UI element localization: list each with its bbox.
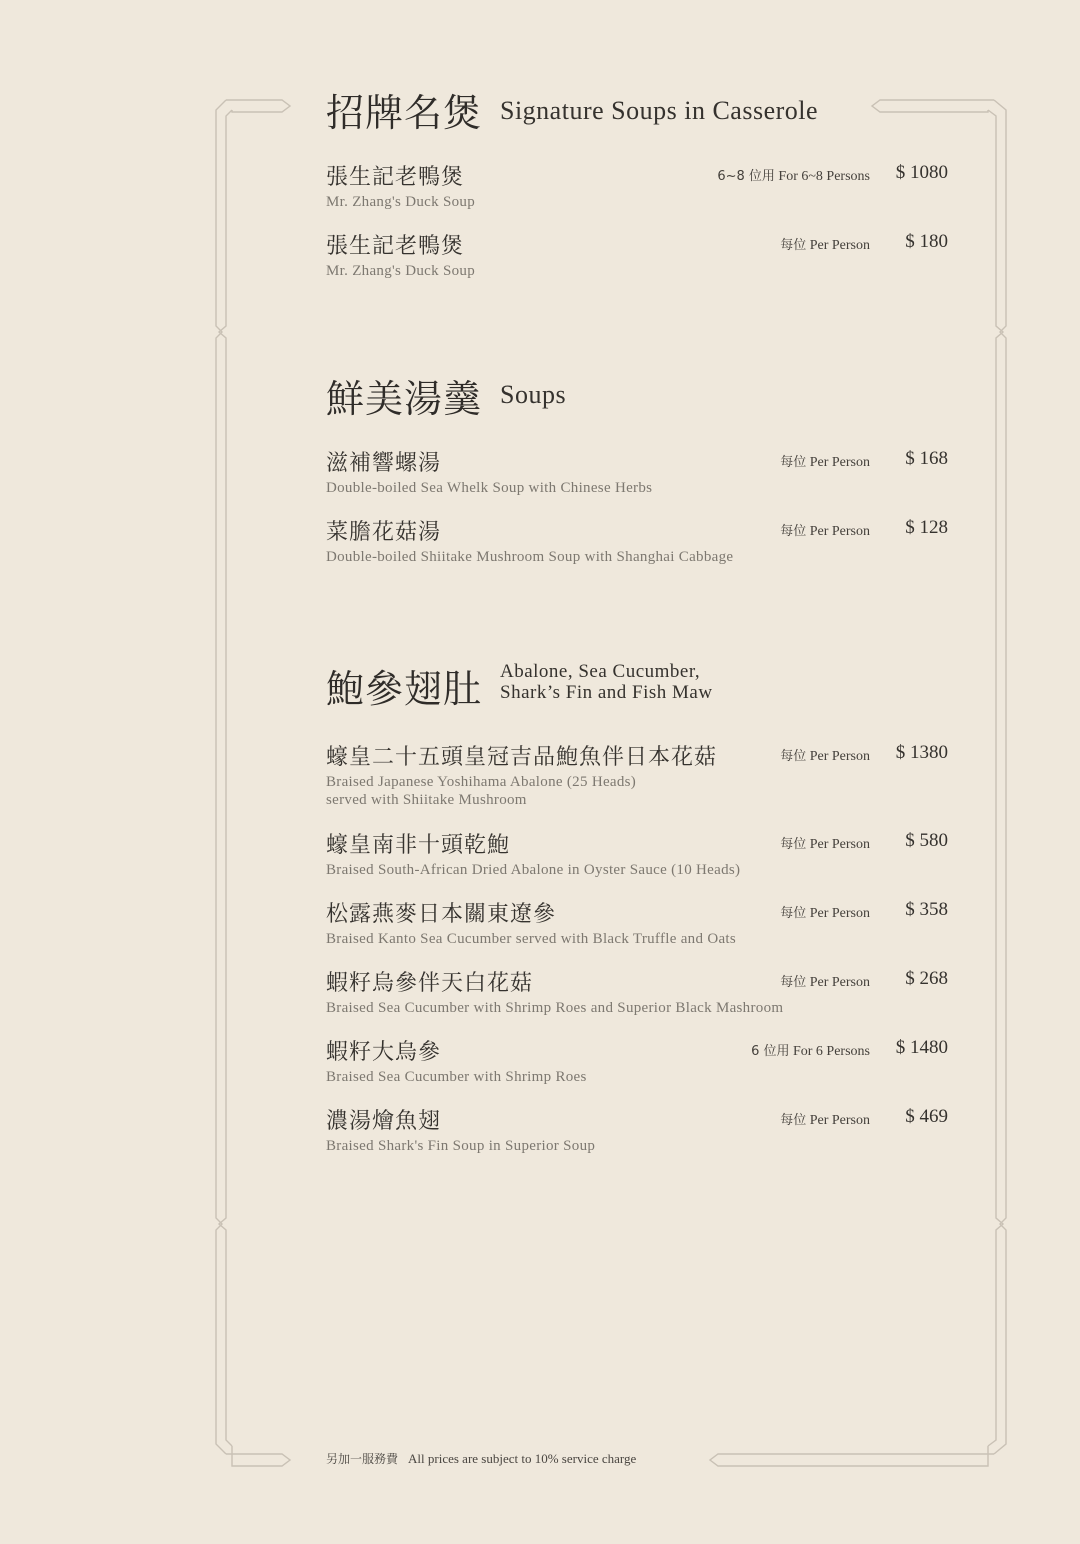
serving-cn: 每位 (780, 238, 807, 253)
section-header (326, 656, 948, 716)
serving-cn: 每位 (780, 837, 807, 852)
serving-cn: 每位 (780, 524, 807, 539)
serving-cn: 每位 (780, 975, 807, 990)
item-name-en: Double-boiled Sea Whelk Soup with Chinese Herbs (326, 480, 653, 496)
item-serving (717, 165, 870, 185)
serving-en: Per Person (809, 455, 870, 470)
item-name-cn: 松露燕麥日本關東遼參 (326, 902, 557, 927)
item-price: $ 358 (905, 899, 948, 920)
item-name-en: Double-boiled Shiitake Mushroom Soup with Shanghai Cabbage (326, 549, 734, 565)
item-price: $ 1080 (895, 162, 948, 183)
serving-cn: 6 位用 (751, 1044, 790, 1059)
item-serving (780, 1109, 870, 1129)
item-serving (780, 234, 870, 254)
item-price: $ 469 (905, 1106, 948, 1127)
item-name-en: Mr. Zhang's Duck Soup (326, 194, 475, 210)
serving-en: Per Person (809, 906, 870, 921)
item-name-cn: 張生記老鴨煲 (326, 234, 465, 259)
serving-en: Per Person (809, 749, 870, 764)
item-name-en: Braised Sea Cucumber with Shrimp Roes (326, 1069, 587, 1085)
section-title-en (500, 661, 713, 703)
item-name-cn: 菜膽花菇湯 (326, 520, 442, 545)
item-serving (780, 833, 870, 853)
serving-cn: 每位 (780, 1113, 807, 1128)
item-serving (751, 1040, 870, 1060)
section-abalone-sea-cucumber (326, 656, 948, 716)
item-serving (780, 745, 870, 765)
section-title-en: Soups (500, 380, 567, 409)
serving-cn: 每位 (780, 906, 807, 921)
item-name-en: Braised Sea Cucumber with Shrimp Roes and Superior Black Mashroom (326, 1000, 784, 1016)
serving-en: Per Person (809, 1113, 870, 1128)
section-soups (326, 366, 948, 426)
item-price: $ 268 (905, 968, 948, 989)
item-serving (780, 520, 870, 540)
item-name-en: Braised South-African Dried Abalone in Oyster Sauce (10 Heads) (326, 862, 741, 878)
item-name-en: Mr. Zhang's Duck Soup (326, 263, 475, 279)
item-serving (780, 971, 870, 991)
serving-en: Per Person (809, 238, 870, 253)
section-title-en: Signature Soups in Casserole (500, 96, 819, 125)
serving-cn: 每位 (780, 455, 807, 470)
section-title-cn: 鮑參翅肚 (326, 667, 483, 711)
section-title-cn: 鮮美湯羹 (326, 377, 483, 421)
section-header (326, 366, 948, 426)
item-name-en: Braised Shark's Fin Soup in Superior Soup (326, 1138, 596, 1154)
item-name-en (326, 773, 636, 809)
serving-en: Per Person (809, 837, 870, 852)
section-header (326, 80, 948, 140)
section-title-cn: 招牌名煲 (326, 91, 483, 135)
item-name-en-line1: Braised Japanese Yoshihama Abalone (25 Heads) (326, 774, 637, 790)
service-charge-cn: 另加一服務費 (326, 1452, 399, 1466)
item-name-cn: 濃湯燴魚翅 (326, 1109, 442, 1134)
item-price: $ 1480 (895, 1037, 948, 1058)
item-price: $ 580 (905, 830, 948, 851)
service-charge-en: All prices are subject to 10% service charge (408, 1451, 637, 1466)
item-price: $ 1380 (895, 742, 948, 763)
serving-en: For 6~8 Persons (778, 169, 870, 184)
item-name-cn: 蠔皇南非十頭乾鮑 (326, 833, 511, 858)
section-signature-soups (326, 80, 948, 140)
serving-cn: 每位 (780, 749, 807, 764)
serving-cn: 6~8 位用 (717, 169, 775, 184)
item-name-cn: 滋補響螺湯 (326, 451, 442, 476)
item-name-en: Braised Kanto Sea Cucumber served with Black Truffle and Oats (326, 931, 737, 947)
item-price: $ 180 (905, 231, 948, 252)
item-name-cn: 蝦籽大烏參 (326, 1040, 442, 1065)
item-name-cn: 蠔皇二十五頭皇冠吉品鮑魚伴日本花菇 (326, 745, 718, 770)
serving-en: Per Person (809, 524, 870, 539)
service-charge-note (326, 1450, 636, 1467)
item-name-en-line2: served with Shiitake Mushroom (326, 792, 527, 808)
item-serving (780, 902, 870, 922)
item-name-cn: 張生記老鴨煲 (326, 165, 465, 190)
item-name-cn: 蝦籽烏參伴天白花菇 (326, 971, 534, 996)
serving-en: For 6 Persons (792, 1044, 870, 1059)
item-price: $ 128 (905, 517, 948, 538)
item-serving (780, 451, 870, 471)
section-title-en-line1: Abalone, Sea Cucumber, (500, 661, 701, 682)
serving-en: Per Person (809, 975, 870, 990)
item-price: $ 168 (905, 448, 948, 469)
section-title-en-line2: Shark’s Fin and Fish Maw (500, 682, 713, 703)
